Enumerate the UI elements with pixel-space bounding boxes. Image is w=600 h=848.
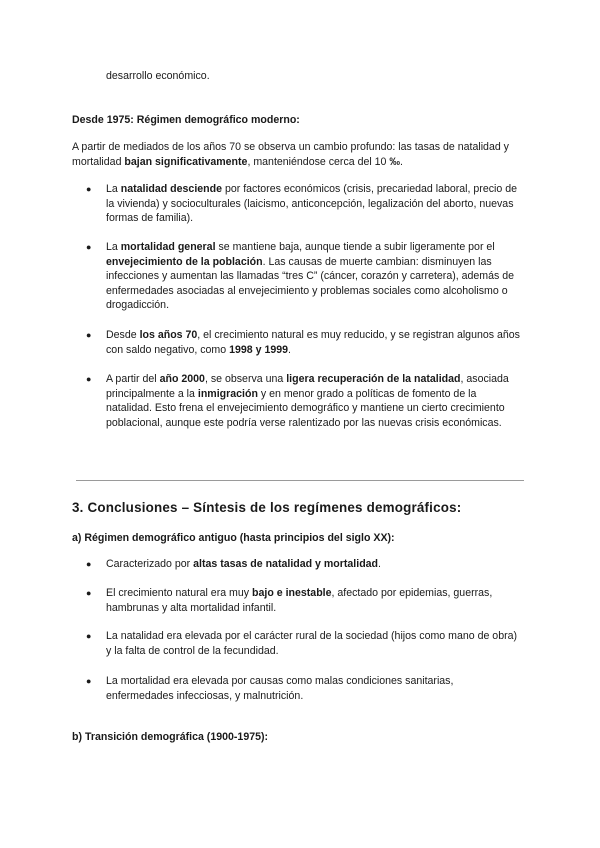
list-item: La natalidad era elevada por el carácter rural de la sociedad (hijos como mano de obra) y la falta de control de la fecundidad. [106, 630, 518, 657]
horizontal-divider [76, 480, 524, 481]
bullet-marker: ● [86, 676, 92, 686]
bullet-marker: ● [86, 631, 92, 641]
bullet-marker: ● [86, 330, 92, 340]
bullet-marker: ● [86, 559, 92, 569]
subheading-b: b) Transición demográfica (1900-1975): [72, 731, 269, 743]
section-1975-heading: Desde 1975: Régimen demográfico moderno: [72, 114, 300, 126]
section-1975-intro: A partir de mediados de los años 70 se observa un cambio profundo: las tasas de natalidad y mortalidad bajan significativamente, manteniéndose cerca del 10 ‰. [72, 141, 509, 168]
list-item: Desde los años 70, el crecimiento natural es muy reducido, y se registran algunos años con saldo negativo, como 1998 y 1999. [106, 329, 520, 356]
conclusions-heading: 3. Conclusiones – Síntesis de los regímenes demográficos: [72, 500, 462, 515]
bullet-marker: ● [86, 374, 92, 384]
list-item: Caracterizado por altas tasas de natalidad y mortalidad. [106, 558, 381, 570]
list-item: La natalidad desciende por factores económicos (crisis, precariedad laboral, precio de la vivienda) y socioculturales (laicismo, anticoncepción, legalización del aborto, nuevas formas de familia). [106, 183, 517, 225]
bullet-marker: ● [86, 184, 92, 194]
continuation-line: desarrollo económico. [106, 70, 210, 82]
bullet-marker: ● [86, 588, 92, 598]
list-item: La mortalidad general se mantiene baja, aunque tiende a subir ligeramente por el envejecimiento de la población. Las causas de muerte cambian: disminuyen las infecciones y aumentan las llamadas “tres C” (cáncer, corazón y carretera), además de enfermedades asociadas al envejecimiento y problemas sociales como alcoholismo o drogadicción. [106, 241, 515, 312]
subheading-a: a) Régimen demográfico antiguo (hasta principios del siglo XX): [72, 532, 395, 544]
bullet-marker: ● [86, 242, 92, 252]
list-item: El crecimiento natural era muy bajo e inestable, afectado por epidemias, guerras, hambrunas y alta mortalidad infantil. [106, 587, 493, 614]
list-item: La mortalidad era elevada por causas como malas condiciones sanitarias, enfermedades infecciosas, y malnutrición. [106, 675, 454, 702]
list-item: A partir del año 2000, se observa una ligera recuperación de la natalidad, asociada principalmente a la inmigración y en menor grado a políticas de fomento de la natalidad. Esto frena el envejecimiento demográfico y mantiene un cierto crecimiento poblacional, aunque este podría verse ralentizado por las nuevas crisis económicas. [106, 373, 509, 429]
